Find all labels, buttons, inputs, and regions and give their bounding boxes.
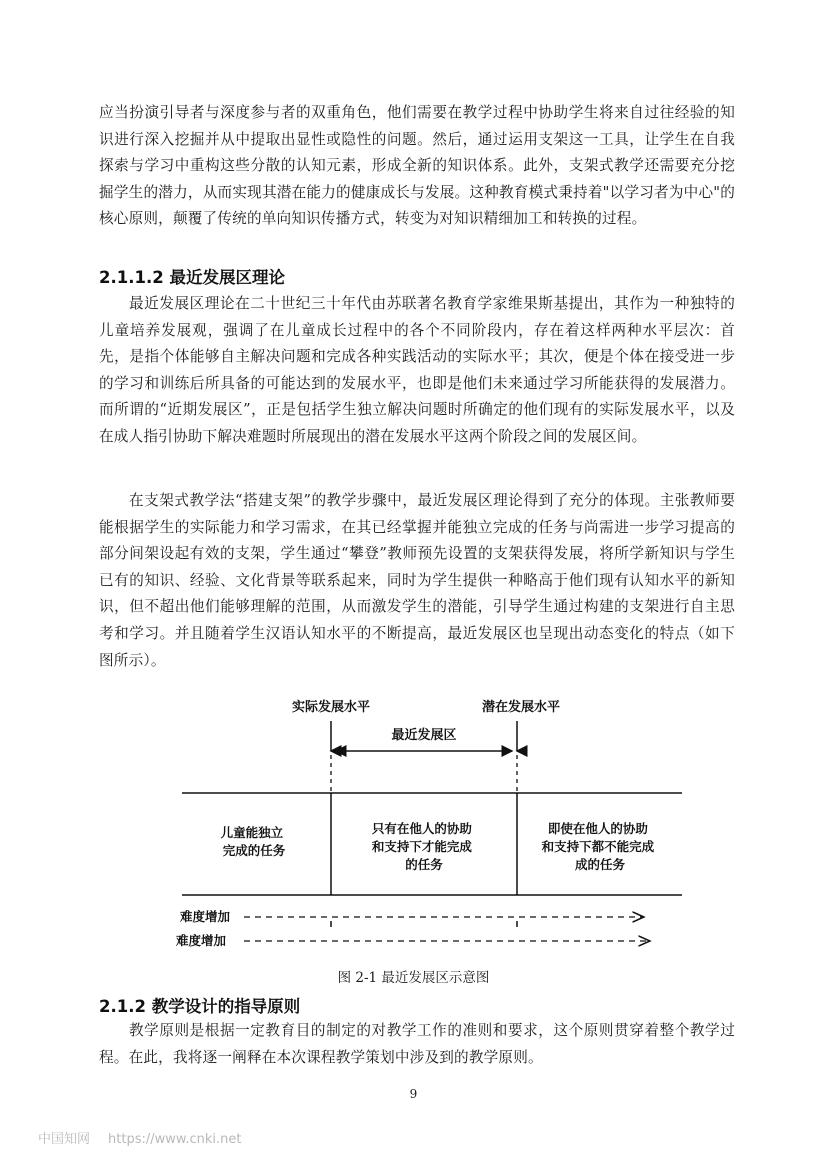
paragraph-teaching-principles: 教学原则是根据一定教育目的制定的对教学工作的准则和要求，这个原则贯穿着整个教学过程。在此，我将逐一阐释在本次课程教学策划中涉及到的教学原则。 xyxy=(99,1022,735,1066)
zone-beyond-text xyxy=(542,821,659,872)
difficulty-label-2: 难度增加 xyxy=(176,933,227,948)
zone-beyond-line: 和支持下都不能完成 xyxy=(541,839,655,854)
paragraph-scaffolding-roles: 应当扮演引导者与深度参与者的双重角色，他们需要在教学过程中协助学生将来自过往经验的知识进行深入挖掘并从中提取出显性或隐性的问题。然后，通过运用支架这一工具，让学生在自我探索与学习中重构这些分散的认知元素，形成全新的知识体系。此外，支架式教学还需要充分挖掘学生的潜力，从而实现其潜在能力的健康成长与发展。这种教育模式秉持着"以学习者为中心"的核心原则，颠覆了传统的单向知识传播方式，转变为对知识精细加工和转换的过程。 xyxy=(99,104,735,228)
figure-caption: 图 2-1 最近发展区示意图 xyxy=(337,970,490,986)
zpd-label: 最近发展区 xyxy=(391,728,457,743)
zone-beyond-line: 成的任务 xyxy=(574,857,626,872)
heading-design-principles: 2.1.2 教学设计的指导原则 xyxy=(99,997,301,1016)
watermark-url: https://www.cnki.net xyxy=(108,1132,242,1147)
paragraph-zpd-scaffolding: 在支架式教学法“搭建支架”的教学步骤中，最近发展区理论得到了充分的体现。主张教师要能根据学生的实际能力和学习需求，在其已经掌握并能独立完成的任务与尚需进一步学习提高的部分间架设起有效的支架，学生通过“攀登”教师预先设置的支架获得发展，将所学新知识与学生已有的知识、经验、文化背景等联系起来，同时为学生提供一种略高于他们现有认知水平的新知识，但不超出他们能够理解的范围，从而激发学生的潜能，引导学生通过构建的支架进行自主思考和学习。并且随着学生汉语认知水平的不断提高，最近发展区也呈现出动态变化的特点（如下图所示）。 xyxy=(99,492,735,669)
zone-assisted-text xyxy=(372,821,476,872)
potential-level-label: 潜在发展水平 xyxy=(481,700,561,715)
page-number: 9 xyxy=(409,1087,418,1101)
zone-assisted-line: 的任务 xyxy=(405,857,443,872)
zone-assisted-line: 只有在他人的协助 xyxy=(371,821,472,836)
watermark-brand: 中国知网 xyxy=(38,1132,91,1147)
heading-zpd-theory: 2.1.1.2 最近发展区理论 xyxy=(99,268,285,287)
actual-level-label: 实际发展水平 xyxy=(291,700,371,715)
zone-assisted-line: 和支持下才能完成 xyxy=(371,839,472,854)
zone-independent-line: 儿童能独立 xyxy=(220,825,284,840)
zpd-diagram xyxy=(176,689,684,951)
zone-independent-line: 完成的任务 xyxy=(222,843,286,858)
paragraph-zpd-definition: 最近发展区理论在二十世纪三十年代由苏联著名教育学家维果斯基提出，其作为一种独特的儿童培养发展观，强调了在儿童成长过程中的各个不同阶段内，存在着这样两种水平层次：首先，是指个体能够自主解决问题和完成各种实践活动的实际水平；其次，便是个体在接受进一步的学习和训练后所具备的可能达到的发展水平，也即是他们未来通过学习所能获得的发展潜力。而所谓的“近期发展区”，正是包括学生独立解决问题时所确定的他们现有的实际发展水平，以及在成人指引协助下解决难题时所展现出的潜在发展水平这两个阶段之间的发展区间。 xyxy=(99,295,735,445)
cnki-watermark xyxy=(38,1128,241,1147)
zone-independent-text xyxy=(221,825,288,858)
zone-beyond-line: 即使在他人的协助 xyxy=(547,821,648,836)
difficulty-label-1: 难度增加 xyxy=(180,909,231,924)
